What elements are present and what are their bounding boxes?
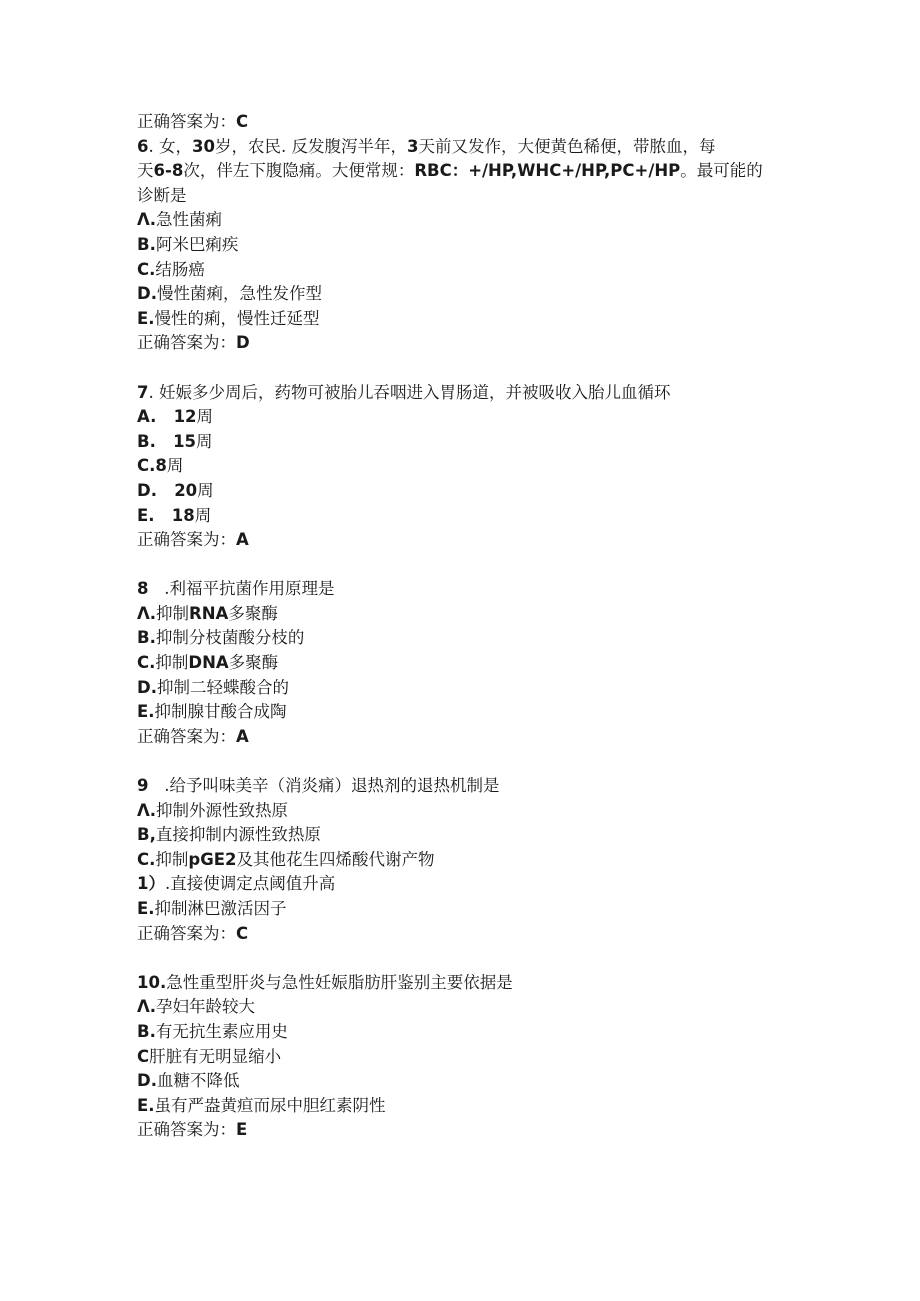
answer-letter: A <box>236 530 249 550</box>
option-text: 血糖不降低 <box>156 1071 240 1091</box>
option-letter: C. <box>137 653 156 673</box>
stem-bold-text: 9 <box>137 776 149 796</box>
option-text: 抑制分枝菌酸分枝的 <box>155 628 305 648</box>
option-text: 抑制 <box>156 603 190 623</box>
stem-bold-text: 10. <box>137 972 167 992</box>
option-line <box>137 405 787 430</box>
option-line <box>137 504 787 529</box>
option-line <box>137 676 787 701</box>
option-letter: Λ. <box>137 997 157 1017</box>
option-letter: D. <box>137 1071 157 1091</box>
option-letter: A. 12 <box>137 407 197 427</box>
stem-text: . 妊娠多少周后，药物可被胎儿吞咽进入胃肠道，并被吸收入胎儿血循环 <box>148 382 671 402</box>
option-line <box>137 454 787 479</box>
answer-line <box>137 922 787 947</box>
stem-text: .利福平抗菌作用原理是 <box>148 579 335 599</box>
option-text-tail: 及其他花生四烯酸代谢产物 <box>236 849 435 869</box>
option-letter: Λ. <box>137 603 157 623</box>
answer-label: 正确答案为： <box>137 1120 236 1140</box>
option-line <box>137 823 787 848</box>
option-line <box>137 1069 787 1094</box>
question-6 <box>137 135 787 356</box>
answer-letter: D <box>236 333 250 353</box>
question-7 <box>137 381 787 553</box>
option-line <box>137 208 787 233</box>
option-letter: Λ. <box>137 800 157 820</box>
option-text-tail: 多聚酶 <box>228 653 279 673</box>
answer-label: 正确答案为： <box>137 530 236 550</box>
option-line <box>137 700 787 725</box>
stem-text: 。最可能的 <box>680 161 763 181</box>
option-text: 直接抑制内源性致热原 <box>155 825 321 845</box>
option-line <box>137 1045 787 1070</box>
option-line <box>137 897 787 922</box>
option-text: 抑制 <box>155 849 189 869</box>
option-text: 抑制淋巴激活因子 <box>154 899 287 918</box>
stem-bold-text: 30 <box>191 136 215 156</box>
question-stem-line <box>137 774 787 799</box>
option-bold-term: pGE2 <box>188 849 237 869</box>
question-8 <box>137 577 787 749</box>
option-line <box>137 651 787 676</box>
option-line <box>137 307 787 332</box>
question-stem-line <box>137 159 787 184</box>
option-line <box>137 799 787 824</box>
option-text: 急性菌痢 <box>156 210 223 230</box>
option-text: 抑制 <box>155 653 189 673</box>
option-letter: E. 18 <box>137 505 195 525</box>
stem-text: 诊断是 <box>137 185 187 205</box>
stem-bold-text: 8 <box>137 579 149 599</box>
option-bold-term: DNA <box>188 653 229 673</box>
option-letter: D. 20 <box>137 480 198 500</box>
option-line <box>137 848 787 873</box>
option-line <box>137 626 787 651</box>
option-line <box>137 1020 787 1045</box>
option-letter: B. <box>137 1021 156 1041</box>
option-text: 结肠癌 <box>155 259 205 279</box>
option-text: 周 <box>194 505 212 525</box>
answer-label: 正确答案为： <box>137 333 236 353</box>
stem-bold-text: RBC：+/HP,WHC+/HP,PC+/HP <box>414 161 681 181</box>
option-letter: D. <box>137 677 157 697</box>
option-line <box>137 872 787 897</box>
option-text: 周 <box>196 431 213 451</box>
option-text: 抑制腺甘酸合成陶 <box>154 702 287 722</box>
option-line <box>137 258 787 283</box>
stem-text: . 女， <box>148 136 192 156</box>
option-line <box>137 282 787 307</box>
option-text: 周 <box>166 456 184 476</box>
option-letter: B. <box>137 234 156 254</box>
answer-letter: A <box>236 726 249 746</box>
option-text: .直接使调定点阈值升高 <box>164 874 336 894</box>
option-text: 慢性菌痢，急性发作型 <box>156 284 322 304</box>
option-letter: C <box>137 1046 150 1066</box>
stem-text: .给予叫味美辛（消炎痛）退热剂的退热机制是 <box>148 776 500 796</box>
option-letter: C. <box>137 849 156 869</box>
stem-bold-text: 7 <box>137 382 149 402</box>
stem-bold-text: 6 <box>137 136 149 156</box>
stem-bold-text: 6-8 <box>153 161 184 181</box>
answer-letter: C <box>236 923 249 943</box>
answer-line <box>137 1118 787 1143</box>
stem-bold-text: 3 <box>406 136 419 156</box>
option-letter: 1） <box>137 874 165 894</box>
option-text: 肝脏有无明显缩小 <box>149 1046 282 1066</box>
option-line <box>137 233 787 258</box>
option-text: 阿米巴痢疾 <box>155 234 239 254</box>
answer-line-q5: 正确答案为：C <box>137 112 249 131</box>
option-bold-term: RNA <box>189 603 229 623</box>
option-letter: E. <box>137 1095 155 1115</box>
answer-line <box>137 331 787 356</box>
stem-text: 急性重型肝炎与急性妊娠脂肪肝鉴别主要依据是 <box>166 972 513 992</box>
option-letter: E. <box>137 308 155 328</box>
question-stem-line <box>137 135 787 160</box>
option-letter: B, <box>137 825 156 845</box>
question-stem-line <box>137 381 787 406</box>
option-letter: E. <box>137 702 155 722</box>
option-text: 抑制二轻蝶酸合的 <box>156 677 289 697</box>
option-letter: E. <box>137 899 155 918</box>
question-stem-line <box>137 971 787 996</box>
option-letter: B. 15 <box>137 431 197 451</box>
question-10 <box>137 971 787 1143</box>
answer-line <box>137 725 787 750</box>
option-text: 周 <box>196 407 214 427</box>
stem-text: 次，伴左下腹隐痛。大便常规： <box>183 161 415 181</box>
option-letter: B. <box>137 628 156 648</box>
option-line <box>137 1094 787 1119</box>
option-line <box>137 995 787 1020</box>
stem-text: 岁，农民. 反发腹泻半年， <box>214 136 407 156</box>
stem-text: 天 <box>137 161 154 181</box>
question-stem-line <box>137 577 787 602</box>
answer-label: 正确答案为： <box>137 923 236 943</box>
option-letter: C. <box>137 259 156 279</box>
option-line <box>137 602 787 627</box>
option-letter: Λ. <box>137 210 157 230</box>
option-text: 慢性的痢，慢性迁延型 <box>154 308 320 328</box>
option-text: 孕妇年龄较大 <box>156 997 256 1017</box>
question-stem-line <box>137 184 787 209</box>
option-line <box>137 430 787 455</box>
option-text: 虽有严盎黄疸而尿中胆红素阴性 <box>154 1095 386 1115</box>
option-text: 有无抗生素应用史 <box>155 1021 288 1041</box>
option-letter: C.8 <box>137 456 167 476</box>
answer-line <box>137 528 787 553</box>
option-text: 抑制外源性致热原 <box>156 800 289 820</box>
stem-text: 天前又发作，大便黄色稀便，带脓血，每 <box>418 136 716 156</box>
document-page <box>137 110 787 1143</box>
answer-letter: C <box>236 112 249 131</box>
option-text-tail: 多聚酶 <box>228 603 278 623</box>
option-line <box>137 479 787 504</box>
question-9 <box>137 774 787 946</box>
answer-label: 正确答案为： <box>137 726 236 746</box>
answer-letter: E <box>236 1120 248 1140</box>
option-letter: D. <box>137 284 157 304</box>
option-text: 周 <box>197 480 214 500</box>
